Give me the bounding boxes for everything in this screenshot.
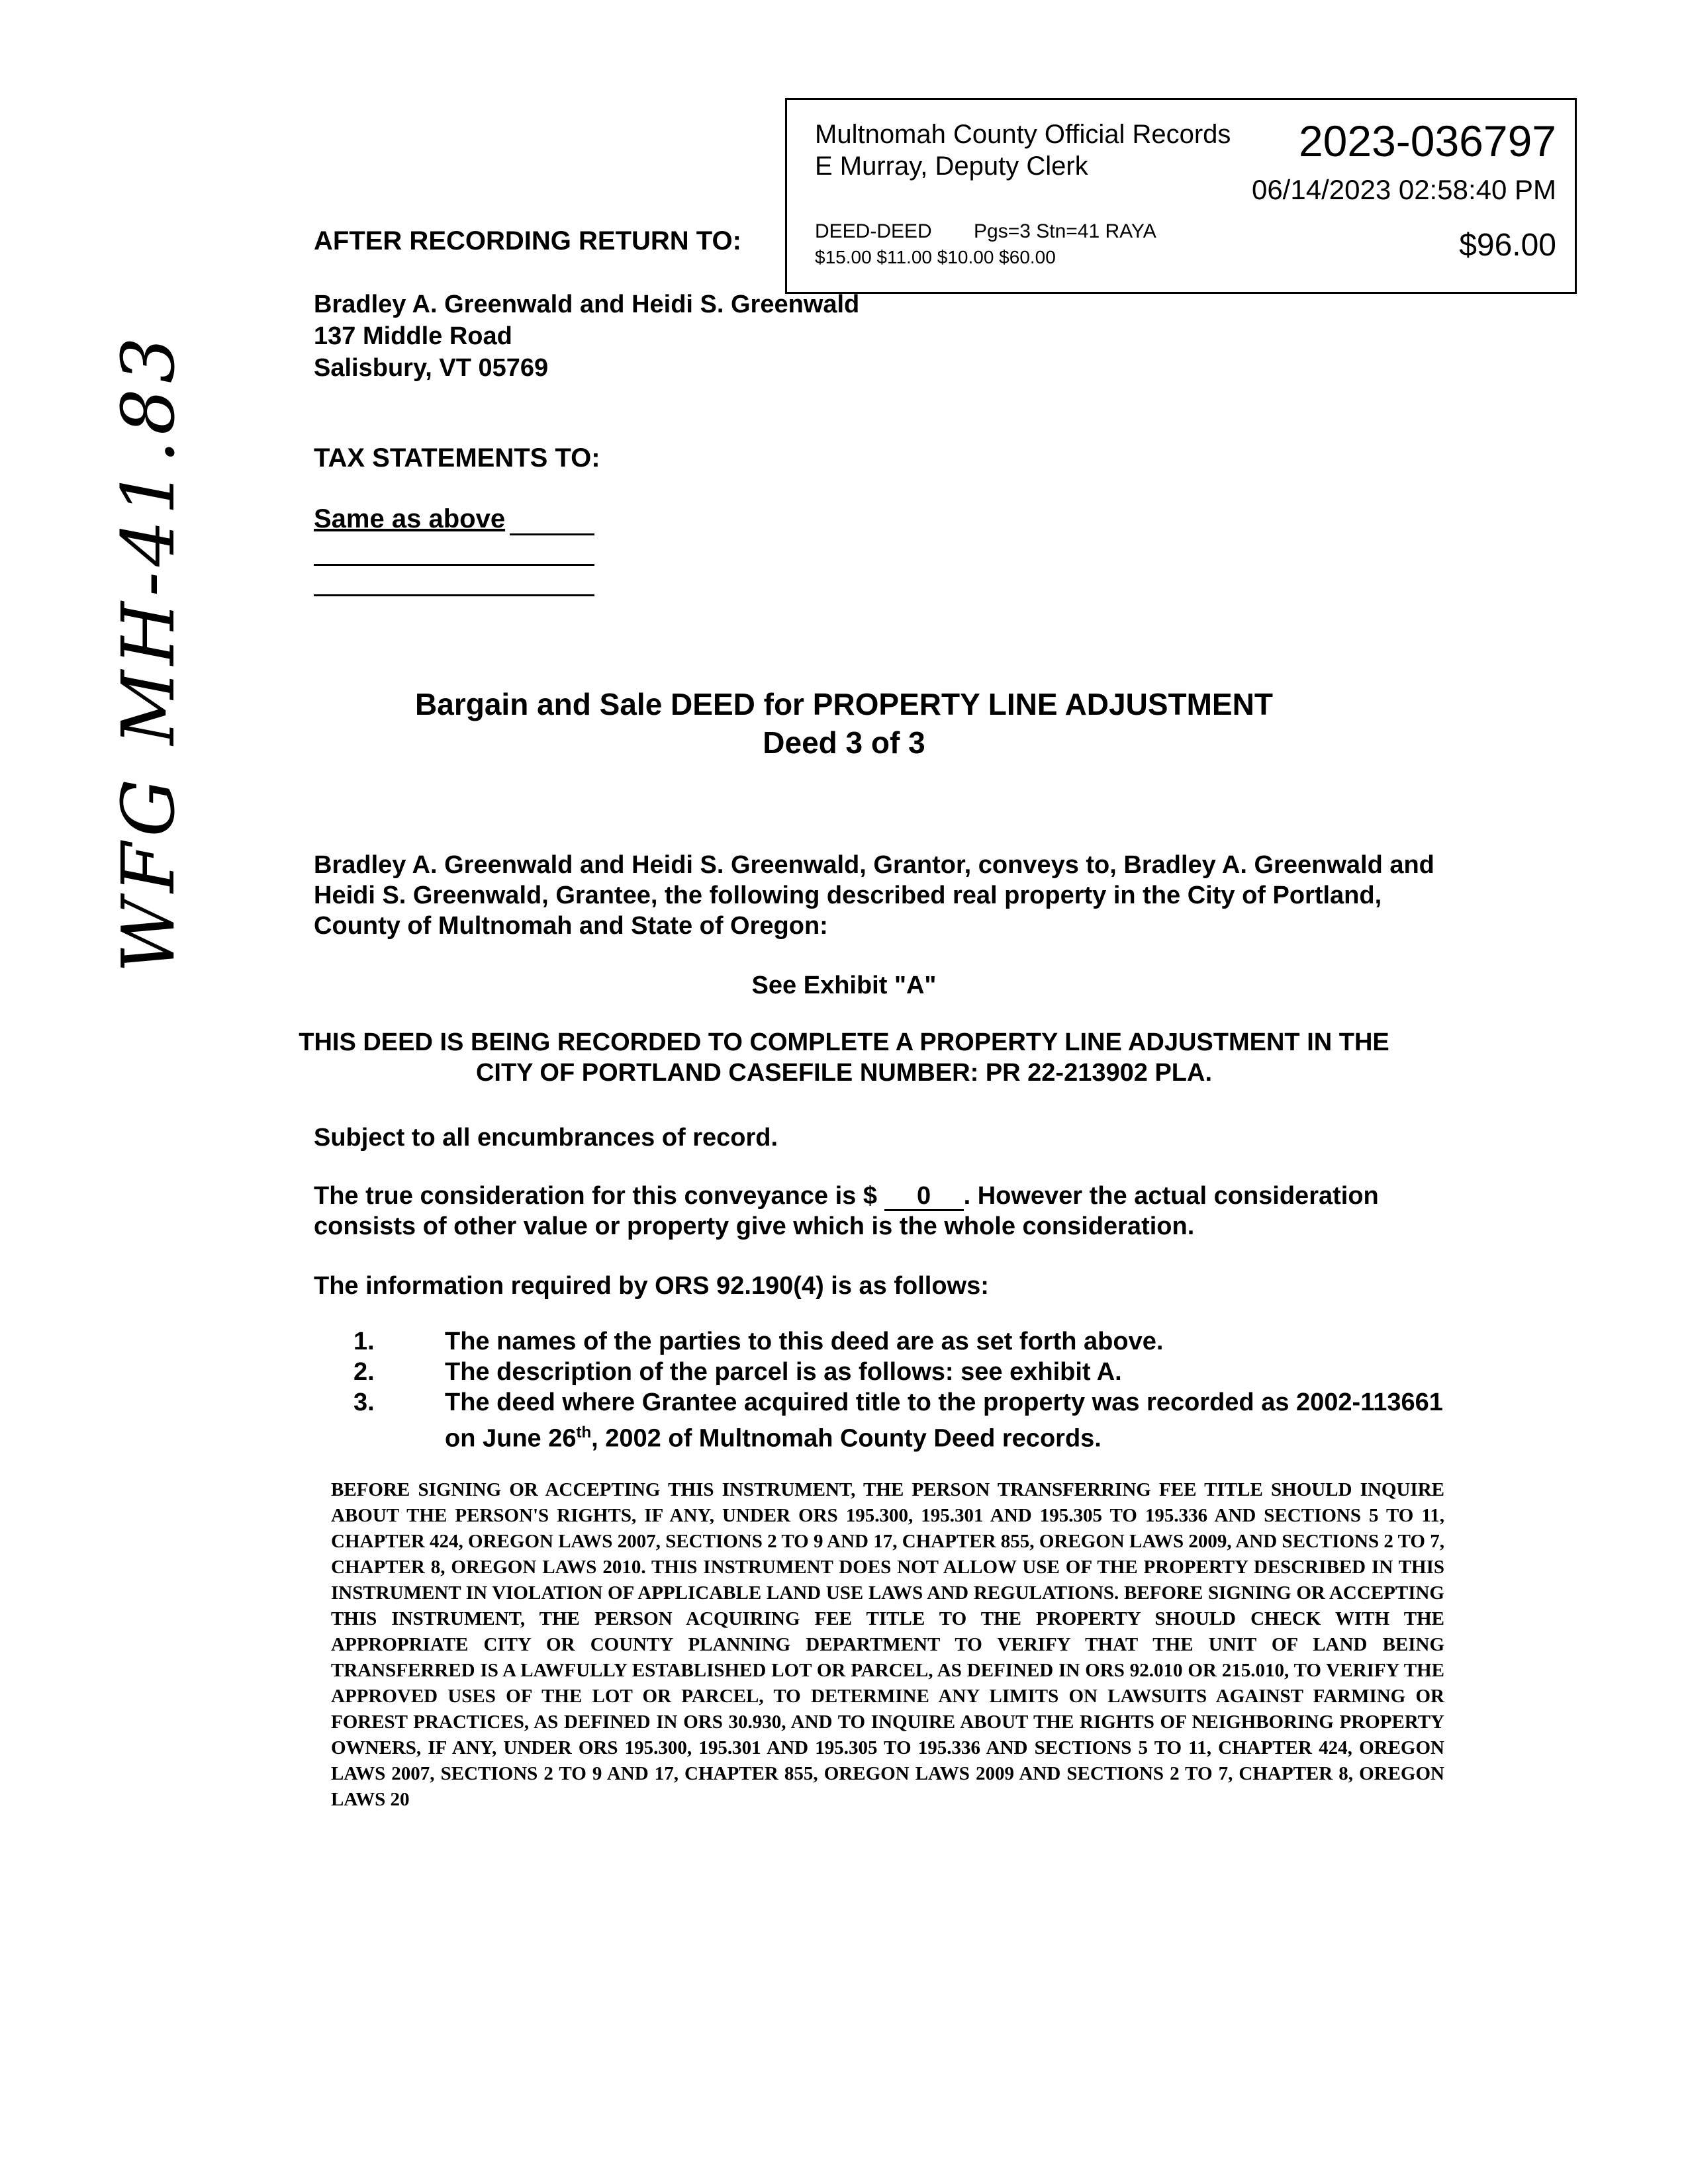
consideration-pre: The true consideration for this conveyance is $ [314,1182,878,1210]
legal-notice: BEFORE SIGNING OR ACCEPTING THIS INSTRUMENT, THE PERSON TRANSFERRING FEE TITLE SHOULD INQUIRE ABOUT THE PERSON'S RIGHTS, IF ANY, UNDER ORS 195.300, 195.301 AND 195.305 TO 195.336 AND SECTIONS 5 TO 11, CHAPTER 424, OREGON LAWS 2007, SECTIONS 2 TO 9 AND 17, CHAPTER 855, OREGON LAWS 2009, AND SECTIONS 2 TO 7, CHAPTER 8, OREGON LAWS 2010. THIS INSTRUMENT DOES NOT ALLOW USE OF THE PROPERTY DESCRIBED IN THIS INSTRUMENT IN VIOLATION OF APPLICABLE LAND USE LAWS AND REGULATIONS. BEFORE SIGNING OR ACCEPTING THIS INSTRUMENT, THE PERSON ACQUIRING FEE TITLE TO THE PROPERTY SHOULD CHECK WITH THE APPROPRIATE CITY OR COUNTY PLANNING DEPARTMENT TO VERIFY THAT THE UNIT OF LAND BEING TRANSFERRED IS A LAWFULLY ESTABLISHED LOT OR PARCEL, AS DEFINED IN ORS 92.010 OR 215.010, TO VERIFY THE APPROVED USES OF THE LOT OR PARCEL, TO DETERMINE ANY LIMITS ON LAWSUITS AGAINST FARMING OR FOREST PRACTICES, AS DEFINED IN ORS 30.930, AND TO INQUIRE ABOUT THE RIGHTS OF NEIGHBORING PROPERTY OWNERS, IF ANY, UNDER ORS 195.300, 195.301 AND 195.305 TO 195.336 AND SECTIONS 5 TO 11, CHAPTER 424, OREGON LAWS 2007, SECTIONS 2 TO 9 AND 17, CHAPTER 855, OREGON LAWS 2009 AND SECTIONS 2 TO 7, CHAPTER 8, OREGON LAWS 20 [331,1479,1444,1810]
stamp-datetime: 06/14/2023 02:58:40 PM [1251,174,1556,205]
stamp-county: Multnomah County Official Records [815,120,1231,149]
list-number-3: 3. [353,1388,375,1416]
tax-blank-line-2 [314,564,594,566]
consideration-post: . However the actual consideration consists of other value or property give which is the whole consideration. [314,1182,1379,1240]
return-to-line2: 137 Middle Road [314,322,512,350]
recorded-notice-line1: THIS DEED IS BEING RECORDED TO COMPLETE A PROPERTY LINE ADJUSTMENT IN THE [299,1028,1389,1056]
list-item-3-text-a: The deed where Grantee acquired title to the property was recorded as 2002-113661 on June 26 [445,1388,1443,1453]
list-number-2: 2. [353,1358,375,1386]
ors-intro: The information required by ORS 92.190(4) is as follows: [314,1272,989,1300]
tax-statements-heading: TAX STATEMENTS TO: [314,443,600,473]
deed-title: Bargain and Sale DEED for PROPERTY LINE ADJUSTMENT [415,687,1273,721]
encumbrances-text: Subject to all encumbrances of record. [314,1124,778,1152]
exhibit-reference: See Exhibit "A" [751,972,937,999]
handwritten-margin-note: WFG MH-41.83 [106,332,191,973]
consideration-paragraph [314,1181,1466,1242]
recording-stamp [785,98,1577,294]
conveyance-paragraph: Bradley A. Greenwald and Heidi S. Greenwald, Grantor, conveys to, Bradley A. Greenwald and Heidi S. Greenwald, Grantee, the following described real property in the City of Portland, County of Multnomah and State of Oregon: [314,851,1434,940]
stamp-clerk: E Murray, Deputy Clerk [815,152,1088,181]
return-to-line3: Salisbury, VT 05769 [314,354,549,382]
consideration-amount: 0 [884,1183,964,1211]
stamp-total: $96.00 [1459,228,1556,263]
tax-blank-line-3 [314,594,594,596]
list-number-1: 1. [353,1328,375,1355]
return-to-heading: AFTER RECORDING RETURN TO: [314,226,741,255]
tax-blank-line-1 [510,533,594,535]
recorded-notice-line2: CITY OF PORTLAND CASEFILE NUMBER: PR 22-213902 PLA. [475,1059,1213,1087]
stamp-doc-type: DEED-DEED [815,220,932,242]
tax-statements-value: Same as above [314,504,506,533]
stamp-record-number: 2023-036797 [1298,116,1556,165]
list-item-1: The names of the parties to this deed are as set forth above. [445,1328,1164,1355]
deed-subtitle: Deed 3 of 3 [763,725,925,760]
stamp-fees: $15.00 $11.00 $10.00 $60.00 [815,247,1056,267]
stamp-pages-station: Pgs=3 Stn=41 RAYA [974,220,1156,242]
list-item-3 [445,1387,1464,1454]
list-item-3-text-b: , 2002 of Multnomah County Deed records. [591,1424,1102,1453]
list-item-3-sup: th [576,1424,592,1441]
list-item-2: The description of the parcel is as follows: see exhibit A. [445,1358,1122,1386]
return-to-line1: Bradley A. Greenwald and Heidi S. Greenwald [314,291,860,318]
